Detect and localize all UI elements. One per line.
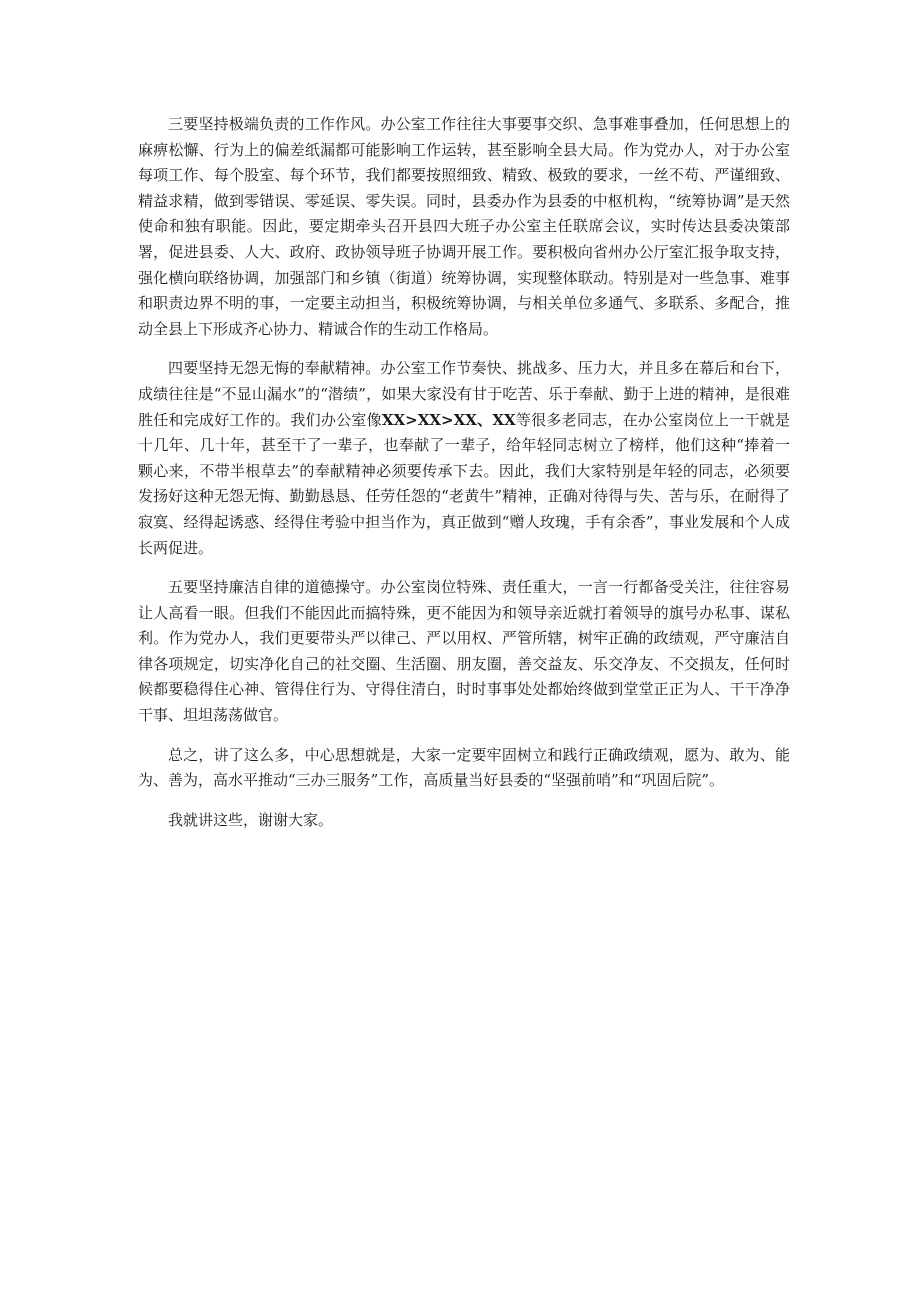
- paragraph-fifth-requirement: 五要坚持廉洁自律的道德操守。办公室岗位特殊、责任重大，一言一行都备受关注，往往容易让人高看一眼。但我们不能因此而搞特殊，更不能因为和领导亲近就打着领导的旗号办私事、谋私利。作为党办人，我们更要带头严以律己、严以用权、严管所辖，树牢正确的政绩观，严守廉洁自律各项规定，切实净化自己的社交圈、生活圈、朋友圈，善交益友、乐交净友、不交损友，任何时候都要稳得住心神、管得住行为、守得住清白，时时事事处处都始终做到堂堂正正为人、干干净净干事、坦坦荡荡做官。: [138, 578, 790, 725]
- paragraph-text-after: 等很多老同志，在办公室岗位上一干就是十几年、几十年，甚至干了一辈子，也奉献了一辈子，给年轻同志树立了榜样，他们这种“捧着一颗心来，不带半根草去”的奉献精神必须要传承下去。因此，我们大家特别是年轻的同志，必须要发扬好这种无怨无悔、勤勤恳恳、任劳任怨的“老黄牛”精神，正确对待得与失、苦与乐，在耐得了寂寞、经得起诱惑、经得住考验中担当作为，真正做到“赠人玫瑰，手有余香”，事业发展和个人成长两促进。: [138, 410, 790, 557]
- paragraph-bold-names: XX>XX>XX、XX: [381, 410, 516, 429]
- paragraph-summary: 总之，讲了这么多，中心思想就是，大家一定要牢固树立和践行正确政绩观，愿为、敢为、能为、善为，高水平推动“三办三服务”工作，高质量当好县委的“坚强前哨”和“巩固后院”。: [138, 745, 790, 790]
- paragraph-third-requirement: 三要坚持极端负责的工作作风。办公室工作往往大事要事交织、急事难事叠加，任何思想上的麻痹松懈、行为上的偏差纸漏都可能影响工作运转，甚至影响全县大局。作为党办人，对于办公室每项工作、每个股室、每个环节，我们都要按照细致、精致、极致的要求，一丝不苟、严谨细致、精益求精，做到零错误、零延误、零失误。同时，县委办作为县委的中枢机构，“统筹协调”是天然使命和独有职能。因此，要定期牵头召开县四大班子办公室主任联席会议，实时传达县委决策部署，促进县委、人大、政府、政协领导班子协调开展工作。要积极向省州办公厅室汇报争取支持，强化横向联络协调，加强部门和乡镇（街道）统筹协调，实现整体联动。特别是对一些急事、难事和职责边界不明的事，一定要主动担当，积极统筹协调，与相关单位多通气、多联系、多配合，推动全县上下形成齐心协力、精诚合作的生动工作格局。: [138, 115, 790, 338]
- document-page: [138, 112, 790, 847]
- paragraph-text-before: 四要坚持无怨无悔的奉献精神。办公室工作节奏快、挑战多、压力大，并且多在幕后和台下，成绩往往是“不显山漏水”的“潜绩”，如果大家没有甘于吃苦、乐于奉献、勤于上进的精神，是很难胜任和完成好工作的。我们办公室像: [138, 359, 790, 429]
- paragraph-fourth-requirement: [138, 356, 790, 561]
- paragraph-closing: 我就讲这些，谢谢大家。: [168, 810, 334, 829]
